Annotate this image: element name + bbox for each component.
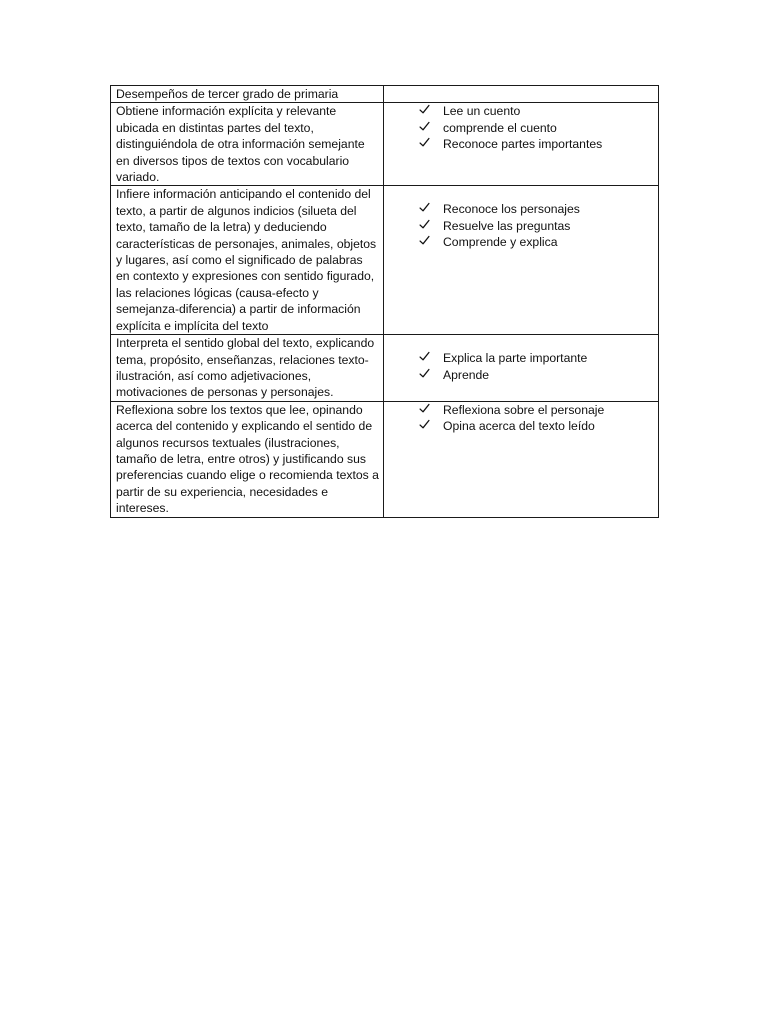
description-text: Interpreta el sentido global del texto, explicando tema, propósito, enseñanzas, relaciones texto-ilustración, así como adjetivaciones, motivaciones de personas y personajes. — [116, 336, 375, 400]
description-text: Reflexiona sobre los textos que lee, opinando acerca del contenido y explicando el sentido de algunos recursos textuales (ilustraciones, tamaño de letra, entre otros) y justificando sus preferencias cuando elige o recomienda textos a partir de su experiencia, necesidades e intereses. — [116, 402, 379, 516]
checkmark-icon — [419, 202, 430, 213]
checklist-item — [419, 402, 654, 418]
header-cell-empty — [384, 86, 659, 103]
checklist-item-label: Explica la parte importante — [443, 351, 588, 366]
checklist-cell — [384, 401, 659, 517]
table-row — [111, 186, 659, 335]
checklist-cell — [384, 335, 659, 402]
checklist-item — [419, 201, 654, 217]
description-cell — [111, 103, 384, 186]
checklist-item — [419, 350, 654, 366]
checklist-item — [419, 120, 654, 136]
checklist-item — [419, 218, 654, 234]
checkmark-icon — [419, 403, 430, 414]
checkmark-icon — [419, 104, 430, 115]
header-cell-title: Desempeños de tercer grado de primaria — [111, 86, 384, 103]
checklist — [389, 103, 654, 152]
checklist-item-label: Reflexiona sobre el personaje — [443, 402, 605, 417]
checklist-cell — [384, 186, 659, 335]
checklist-cell — [384, 103, 659, 186]
checklist-item — [419, 103, 654, 119]
checkmark-icon — [419, 121, 430, 132]
description-cell — [111, 186, 384, 335]
checklist-item — [419, 234, 654, 250]
checklist-item — [419, 136, 654, 152]
checklist-item-label: Aprende — [443, 367, 490, 382]
description-cell — [111, 401, 384, 517]
checkmark-icon — [419, 235, 430, 246]
table-row — [111, 335, 659, 402]
checkmark-icon — [419, 219, 430, 230]
table-row — [111, 401, 659, 517]
checklist-item-label: Reconoce los personajes — [443, 202, 580, 217]
checklist — [389, 350, 654, 383]
checklist-item-label: Resuelve las preguntas — [443, 218, 571, 233]
checklist-item-label: Opina acerca del texto leído — [443, 419, 595, 434]
checklist — [389, 201, 654, 250]
checkmark-icon — [419, 137, 430, 148]
checklist-item-label: Lee un cuento — [443, 104, 521, 119]
checklist-item-label: Comprende y explica — [443, 235, 558, 250]
checklist-item-label: comprende el cuento — [443, 120, 557, 135]
checkmark-icon — [419, 351, 430, 362]
checklist-item — [419, 367, 654, 383]
table-row — [111, 103, 659, 186]
performance-table — [110, 85, 659, 518]
checklist-item — [419, 418, 654, 434]
description-text: Obtiene información explícita y relevante ubicada en distintas partes del texto, distinguiéndola de otra información semejante en diversos tipos de textos con vocabulario variado. — [116, 104, 365, 185]
checkmark-icon — [419, 419, 430, 430]
description-text: Infiere información anticipando el contenido del texto, a partir de algunos indicios (silueta del texto, tamaño de la letra) y deduciendo características de personajes, animales, objetos y lugares, así como el significado de palabras en contexto y expresiones con sentido figurado, las relaciones lógicas (causa-efecto y semejanza-diferencia) a partir de información explícita e implícita del texto — [116, 187, 377, 333]
description-cell — [111, 335, 384, 402]
table-header-row — [111, 86, 659, 103]
checklist-item-label: Reconoce partes importantes — [443, 137, 603, 152]
checkmark-icon — [419, 368, 430, 379]
checklist — [389, 402, 654, 435]
